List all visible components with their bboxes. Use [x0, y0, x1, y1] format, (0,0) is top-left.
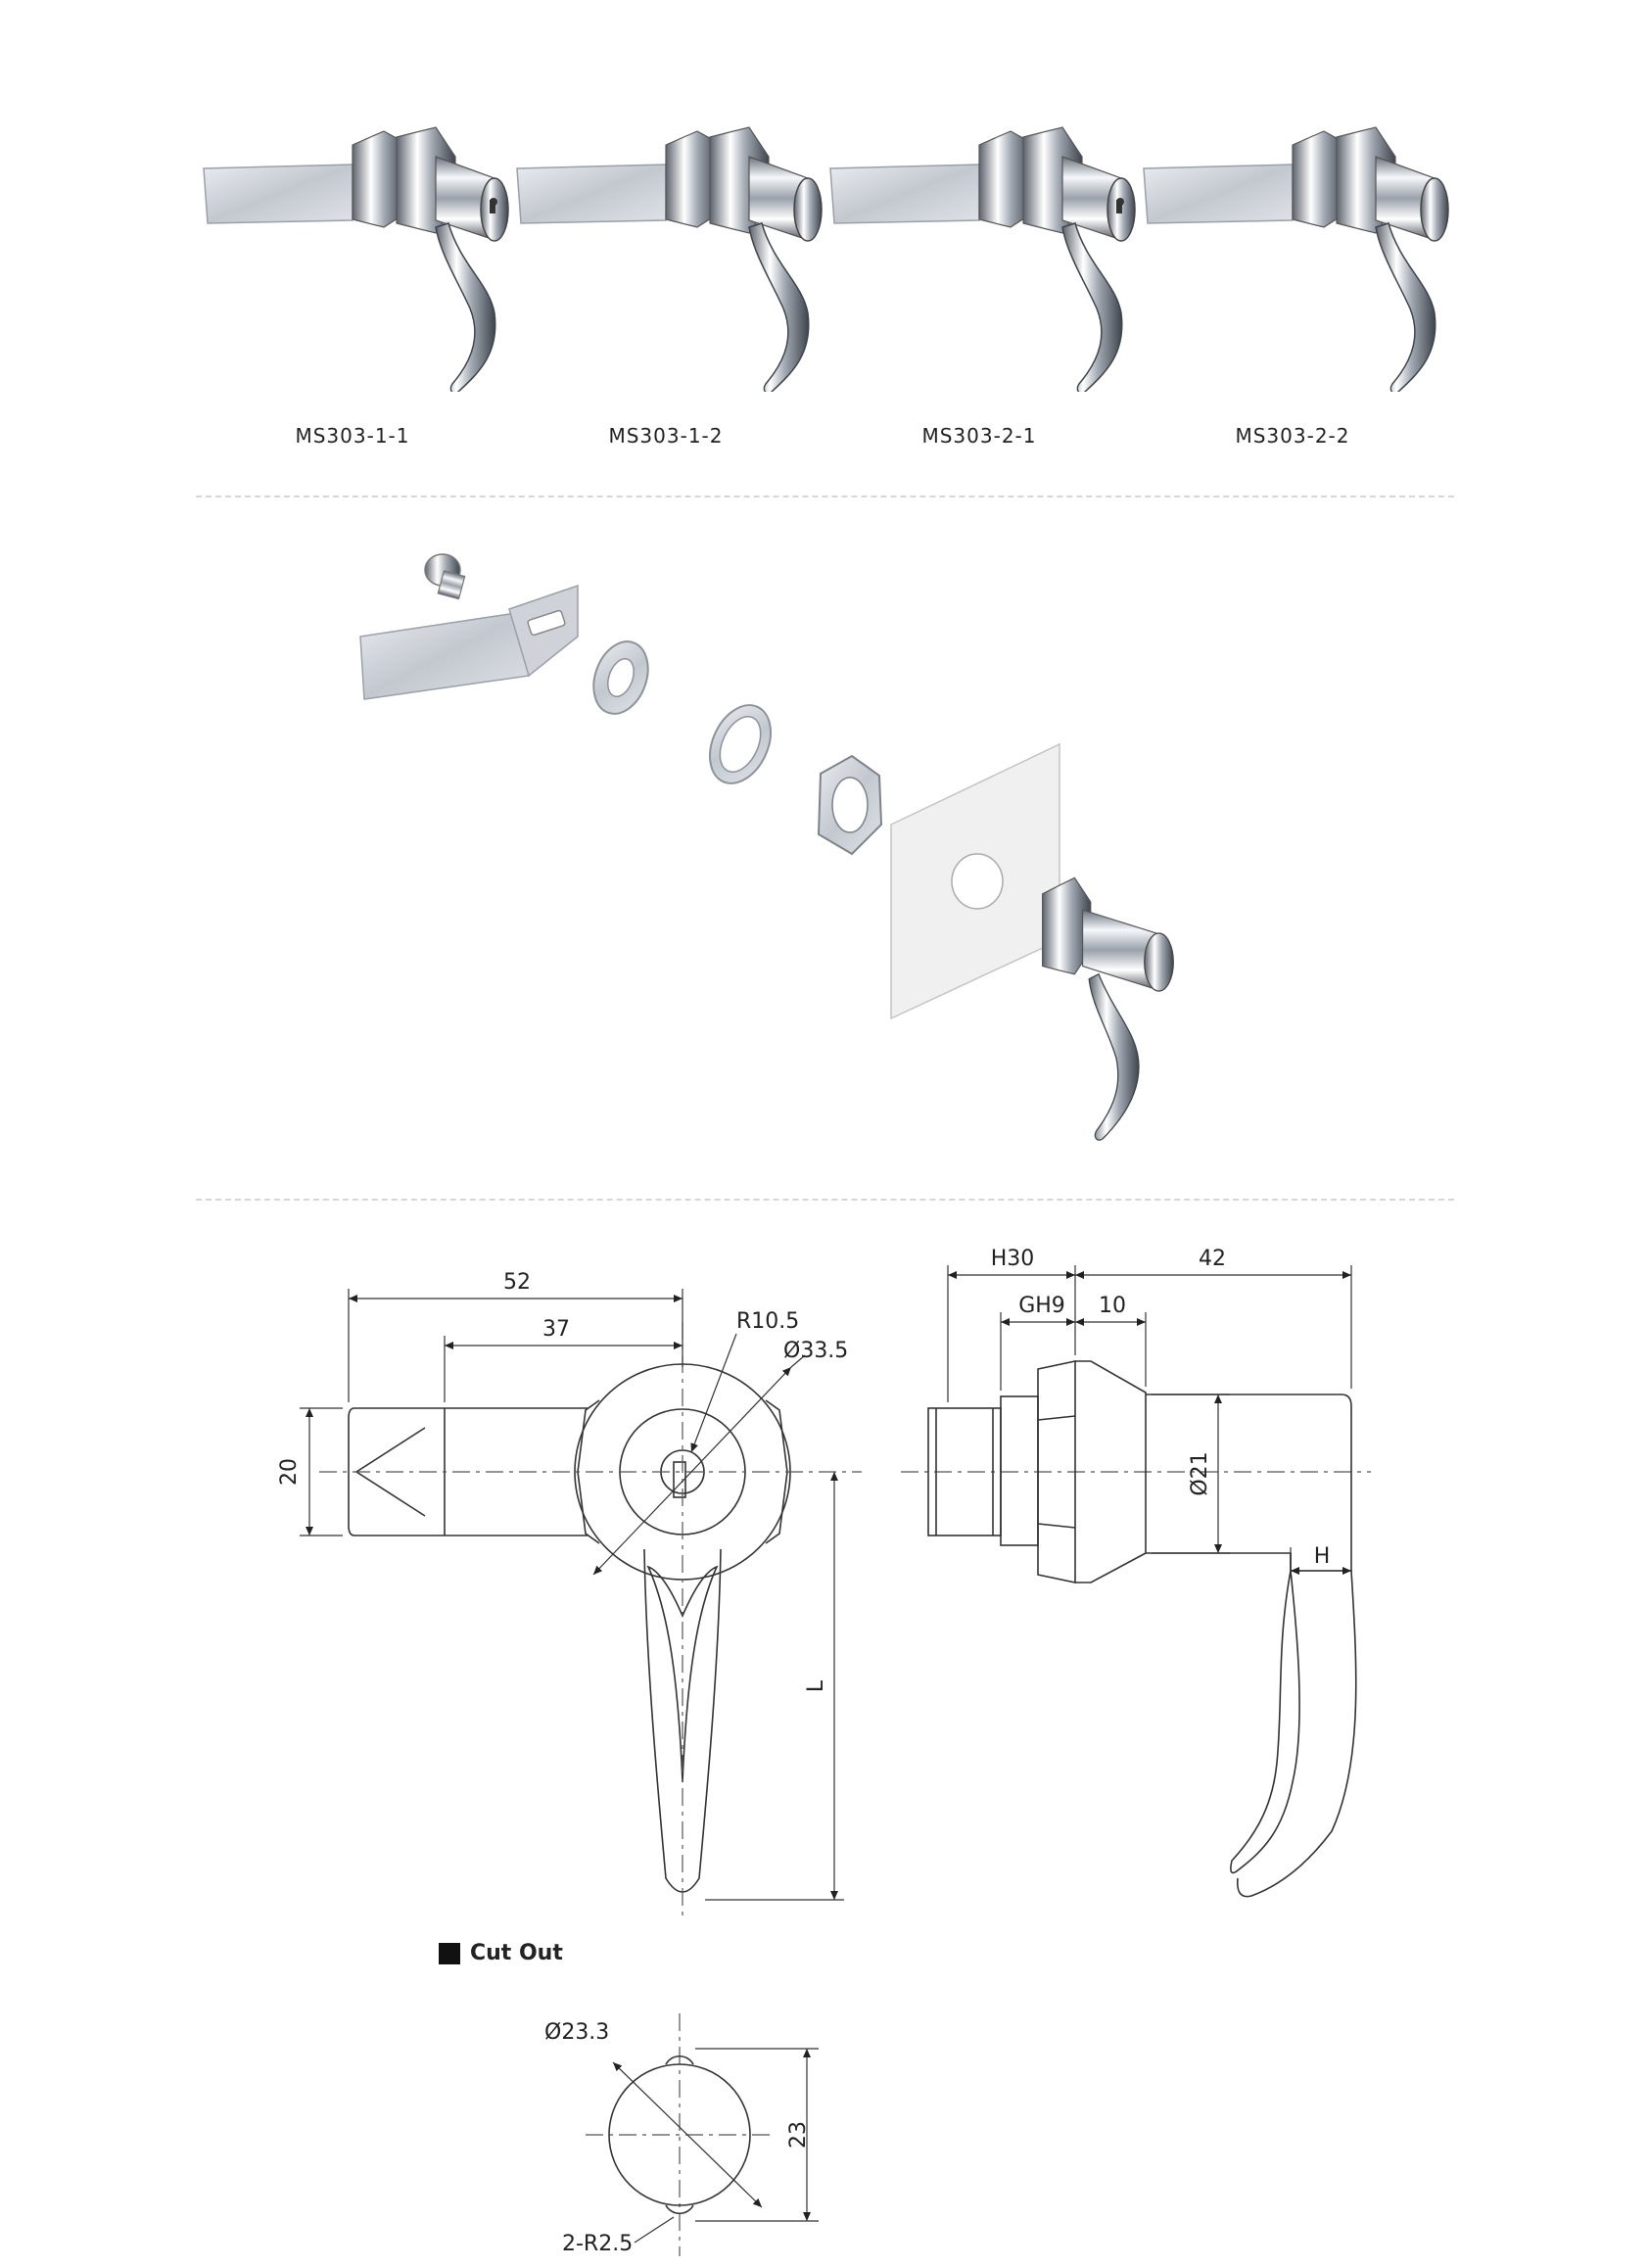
washer-d-part	[585, 634, 658, 721]
dim-L-label: L	[804, 1679, 828, 1693]
front-view	[349, 1364, 790, 1892]
dim-d21-label: Ø21	[1188, 1451, 1212, 1496]
product-image-ms303-2-2	[1136, 118, 1449, 392]
dim-r25-label: 2-R2.5	[562, 2232, 634, 2256]
cutout-title-text: Cut Out	[470, 1941, 563, 1965]
dim-h30-label: H30	[990, 1247, 1035, 1271]
technical-drawing	[0, 1214, 1648, 2268]
dim-r105-label: R10.5	[736, 1309, 800, 1334]
panel-part	[891, 744, 1059, 1018]
dim-10-label: 10	[1099, 1294, 1126, 1318]
washer-round-part	[698, 695, 782, 793]
product-label: MS303-1-2	[608, 424, 724, 448]
front-dimensions	[300, 1289, 844, 1900]
square-bullet-icon	[439, 1943, 460, 1964]
dim-d233-label: Ø23.3	[544, 2020, 610, 2045]
product-image-ms303-1-1	[196, 118, 509, 392]
side-view	[928, 1361, 1356, 1897]
dim-23-label: 23	[786, 2121, 811, 2149]
screw-part	[425, 554, 465, 599]
dim-52-label: 52	[503, 1270, 531, 1295]
dim-37-label: 37	[542, 1317, 570, 1342]
exploded-view	[0, 509, 1648, 1195]
dim-20-label: 20	[277, 1458, 302, 1486]
section-divider	[196, 496, 1454, 497]
lock-body-part	[1043, 877, 1174, 1140]
product-image-ms303-2-1	[823, 118, 1136, 392]
product-label: MS303-1-1	[295, 424, 410, 448]
dim-gh9-label: GH9	[1018, 1294, 1065, 1318]
dim-H-label: H	[1313, 1544, 1331, 1569]
dim-d335-label: Ø33.5	[783, 1339, 849, 1363]
hex-nut-part	[819, 756, 881, 854]
section-divider	[196, 1199, 1454, 1201]
cam-part	[360, 586, 578, 699]
product-label: MS303-2-1	[921, 424, 1037, 448]
side-dimensions	[948, 1265, 1351, 1577]
product-image-ms303-1-2	[509, 118, 823, 392]
cutout-title	[439, 1941, 563, 1965]
product-label: MS303-2-2	[1235, 424, 1350, 448]
center-line	[319, 1322, 1371, 2256]
dim-42-label: 42	[1199, 1247, 1226, 1271]
